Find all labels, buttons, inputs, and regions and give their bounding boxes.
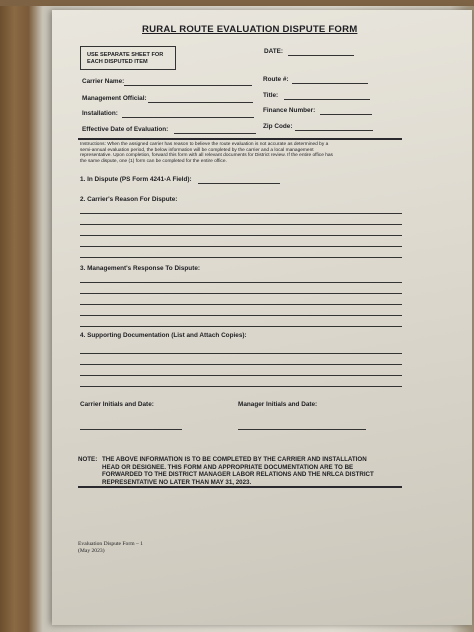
manager-initials-label: Manager Initials and Date:	[238, 401, 318, 408]
management-official-label: Management Official:	[82, 95, 147, 102]
note-line: REPRESENTATIVE NO LATER THAN MAY 31, 2023.	[102, 478, 252, 486]
instructions-line: Instructions: When the assigned carrier has reason to believe the route evaluation is not accurate as determined by a	[80, 142, 329, 147]
note-text	[102, 456, 402, 486]
instructions-line: semi-annual evaluation period, the below information will be completed by the carrier and a local management	[80, 147, 314, 153]
form-title: RURAL ROUTE EVALUATION DISPUTE FORM	[142, 24, 358, 35]
carrier-name-field[interactable]	[124, 85, 252, 86]
instructions-text	[80, 142, 402, 164]
section-4-label: 4. Supporting Documentation (List and Attach Copies):	[80, 332, 247, 339]
management-response-line[interactable]	[80, 326, 402, 327]
box-text-line2: EACH DISPUTED ITEM	[87, 59, 148, 65]
zip-code-field[interactable]	[295, 130, 373, 131]
note-label: NOTE:	[78, 456, 98, 463]
supporting-docs-line[interactable]	[80, 375, 402, 376]
carrier-reason-line[interactable]	[80, 257, 402, 258]
management-official-field[interactable]	[148, 102, 253, 103]
note-line: HEAD OR DESIGNEE. THIS FORM AND APPROPRIATE DOCUMENTATION ARE TO BE	[102, 463, 354, 471]
effective-date-field[interactable]	[174, 133, 256, 134]
form-footer	[78, 541, 143, 555]
carrier-reason-line[interactable]	[80, 246, 402, 247]
installation-field[interactable]	[122, 117, 254, 118]
supporting-docs-line[interactable]	[80, 386, 402, 387]
instructions-line: the same dispute, one (1) form can be completed for the entire office.	[80, 158, 227, 164]
footer-form-date: (May 2023)	[78, 548, 105, 554]
carrier-initials-field[interactable]	[80, 429, 182, 430]
section-3-label: 3. Management's Response To Dispute:	[80, 265, 201, 272]
management-response-line[interactable]	[80, 315, 402, 316]
finance-number-field[interactable]	[320, 114, 372, 115]
zip-code-label: Zip Code:	[263, 123, 293, 130]
note-line: FORWARDED TO THE DISTRICT MANAGER LABOR RELATIONS AND THE NRLCA DISTRICT	[102, 471, 374, 479]
carrier-name-label: Carrier Name:	[82, 78, 125, 85]
route-label: Route #:	[263, 76, 289, 83]
divider-rule-top	[78, 138, 402, 140]
supporting-docs-line[interactable]	[80, 353, 402, 354]
section-1-label: 1. In Dispute (PS Form 4241-A Field):	[80, 176, 192, 183]
section-2-label: 2. Carrier's Reason For Dispute:	[80, 196, 178, 203]
dispute-form-page	[52, 10, 472, 625]
management-response-line[interactable]	[80, 282, 402, 283]
management-response-line[interactable]	[80, 304, 402, 305]
footer-form-name: Evaluation Dispute Form – 1	[78, 541, 143, 547]
instructions-line: representative. Upon completion, forward this form with all relevant documents for District review. If the entire office has	[80, 153, 333, 159]
title-label: Title:	[263, 92, 279, 99]
separate-sheet-notice-box	[80, 46, 176, 70]
installation-label: Installation:	[82, 110, 118, 117]
box-text-line1: USE SEPARATE SHEET FOR	[87, 52, 164, 58]
effective-date-label: Effective Date of Evaluation:	[82, 126, 169, 133]
in-dispute-field[interactable]	[198, 183, 280, 184]
supporting-docs-line[interactable]	[80, 364, 402, 365]
divider-rule-bottom	[78, 486, 402, 488]
carrier-reason-line[interactable]	[80, 213, 402, 214]
carrier-initials-label: Carrier Initials and Date:	[80, 401, 154, 408]
carrier-reason-line[interactable]	[80, 224, 402, 225]
carrier-reason-line[interactable]	[80, 235, 402, 236]
title-field[interactable]	[284, 99, 370, 100]
date-label: DATE:	[264, 48, 284, 55]
finance-number-label: Finance Number:	[263, 107, 316, 114]
background-floor	[0, 0, 474, 6]
note-line: THE ABOVE INFORMATION IS TO BE COMPLETED BY THE CARRIER AND INSTALLATION	[102, 456, 367, 463]
management-response-line[interactable]	[80, 293, 402, 294]
date-field[interactable]	[288, 55, 354, 56]
route-field[interactable]	[292, 83, 368, 84]
manager-initials-field[interactable]	[238, 429, 366, 430]
